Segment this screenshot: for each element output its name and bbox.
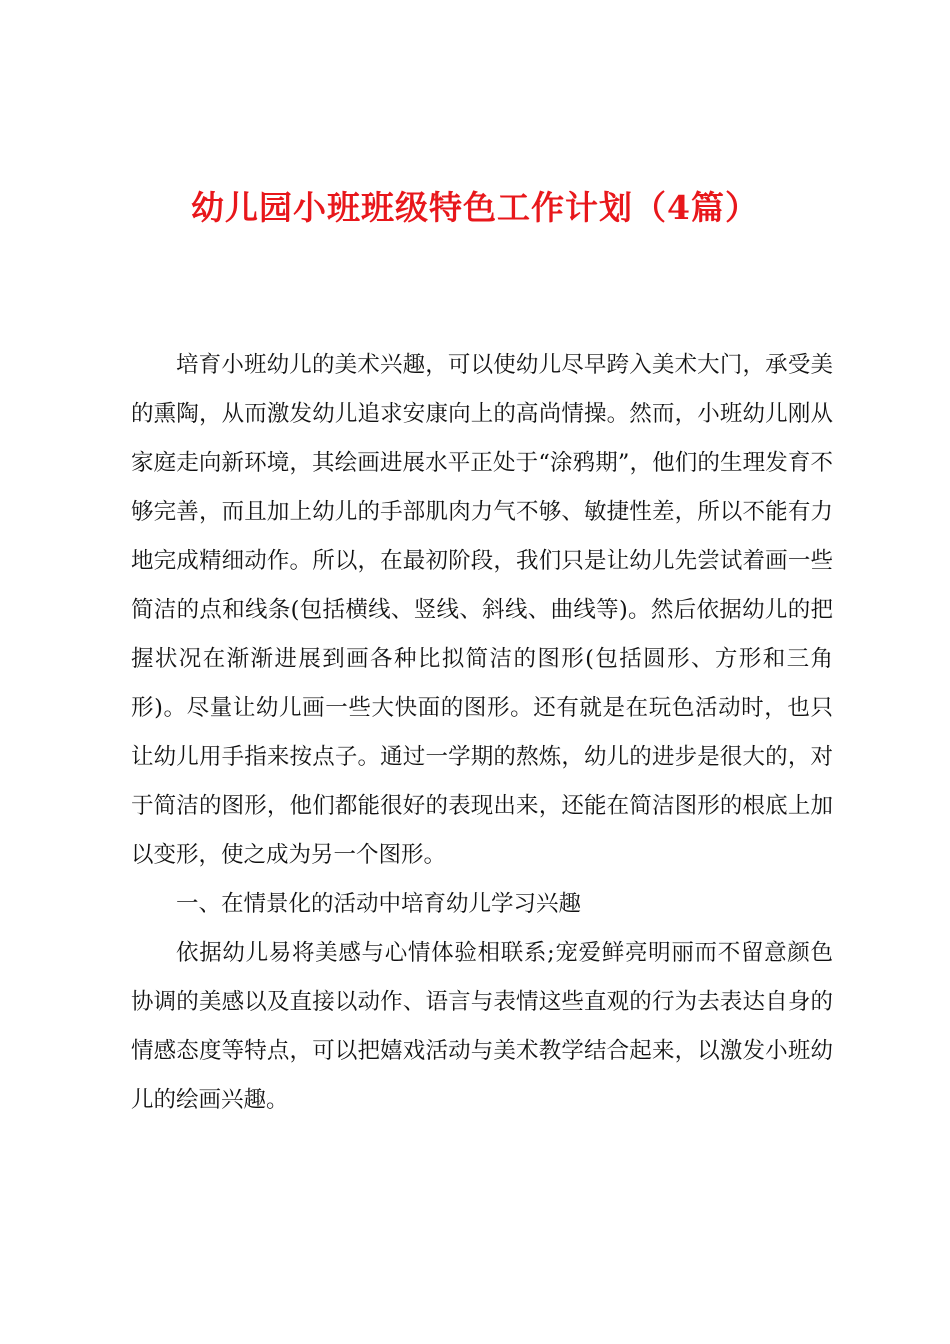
paragraph-section-1: 依据幼儿易将美感与心情体验相联系;宠爱鲜亮明丽而不留意颜色协调的美感以及直接以动作、语言与表情这些直观的行为去表达自身的情感态度等特点，可以把嬉戏活动与美术教学结合起来，以激发小班幼儿的绘画兴趣。 bbox=[131, 940, 833, 1113]
document-title: 幼儿园小班班级特色工作计划（4篇） bbox=[191, 188, 759, 227]
paragraph-intro: 培育小班幼儿的美术兴趣，可以使幼儿尽早跨入美术大门，承受美的熏陶，从而激发幼儿追求安康向上的高尚情操。然而，小班幼儿刚从家庭走向新环境，其绘画进展水平正处于“涂鸦期”，他们的生理发育不够完善，而且加上幼儿的手部肌肉力气不够、敏捷性差，所以不能有力地完成精细动作。所以，在最初阶段，我们只是让幼儿先尝试着画一些简洁的点和线条(包括横线、竖线、斜线、曲线等)。然后依据幼儿的把握状况在渐渐进展到画各种比拟简洁的图形(包括圆形、方形和三角形)。尽量让幼儿画一些大快面的图形。还有就是在玩色活动时，也只让幼儿用手指来按点子。通过一学期的熬炼，幼儿的进步是很大的，对于简洁的图形，他们都能很好的表现出来，还能在简洁图形的根底上加以变形，使之成为另一个图形。 bbox=[131, 352, 833, 868]
section-heading-1: 一、在情景化的活动中培育幼儿学习兴趣 bbox=[176, 891, 582, 917]
document-body bbox=[131, 341, 833, 1125]
